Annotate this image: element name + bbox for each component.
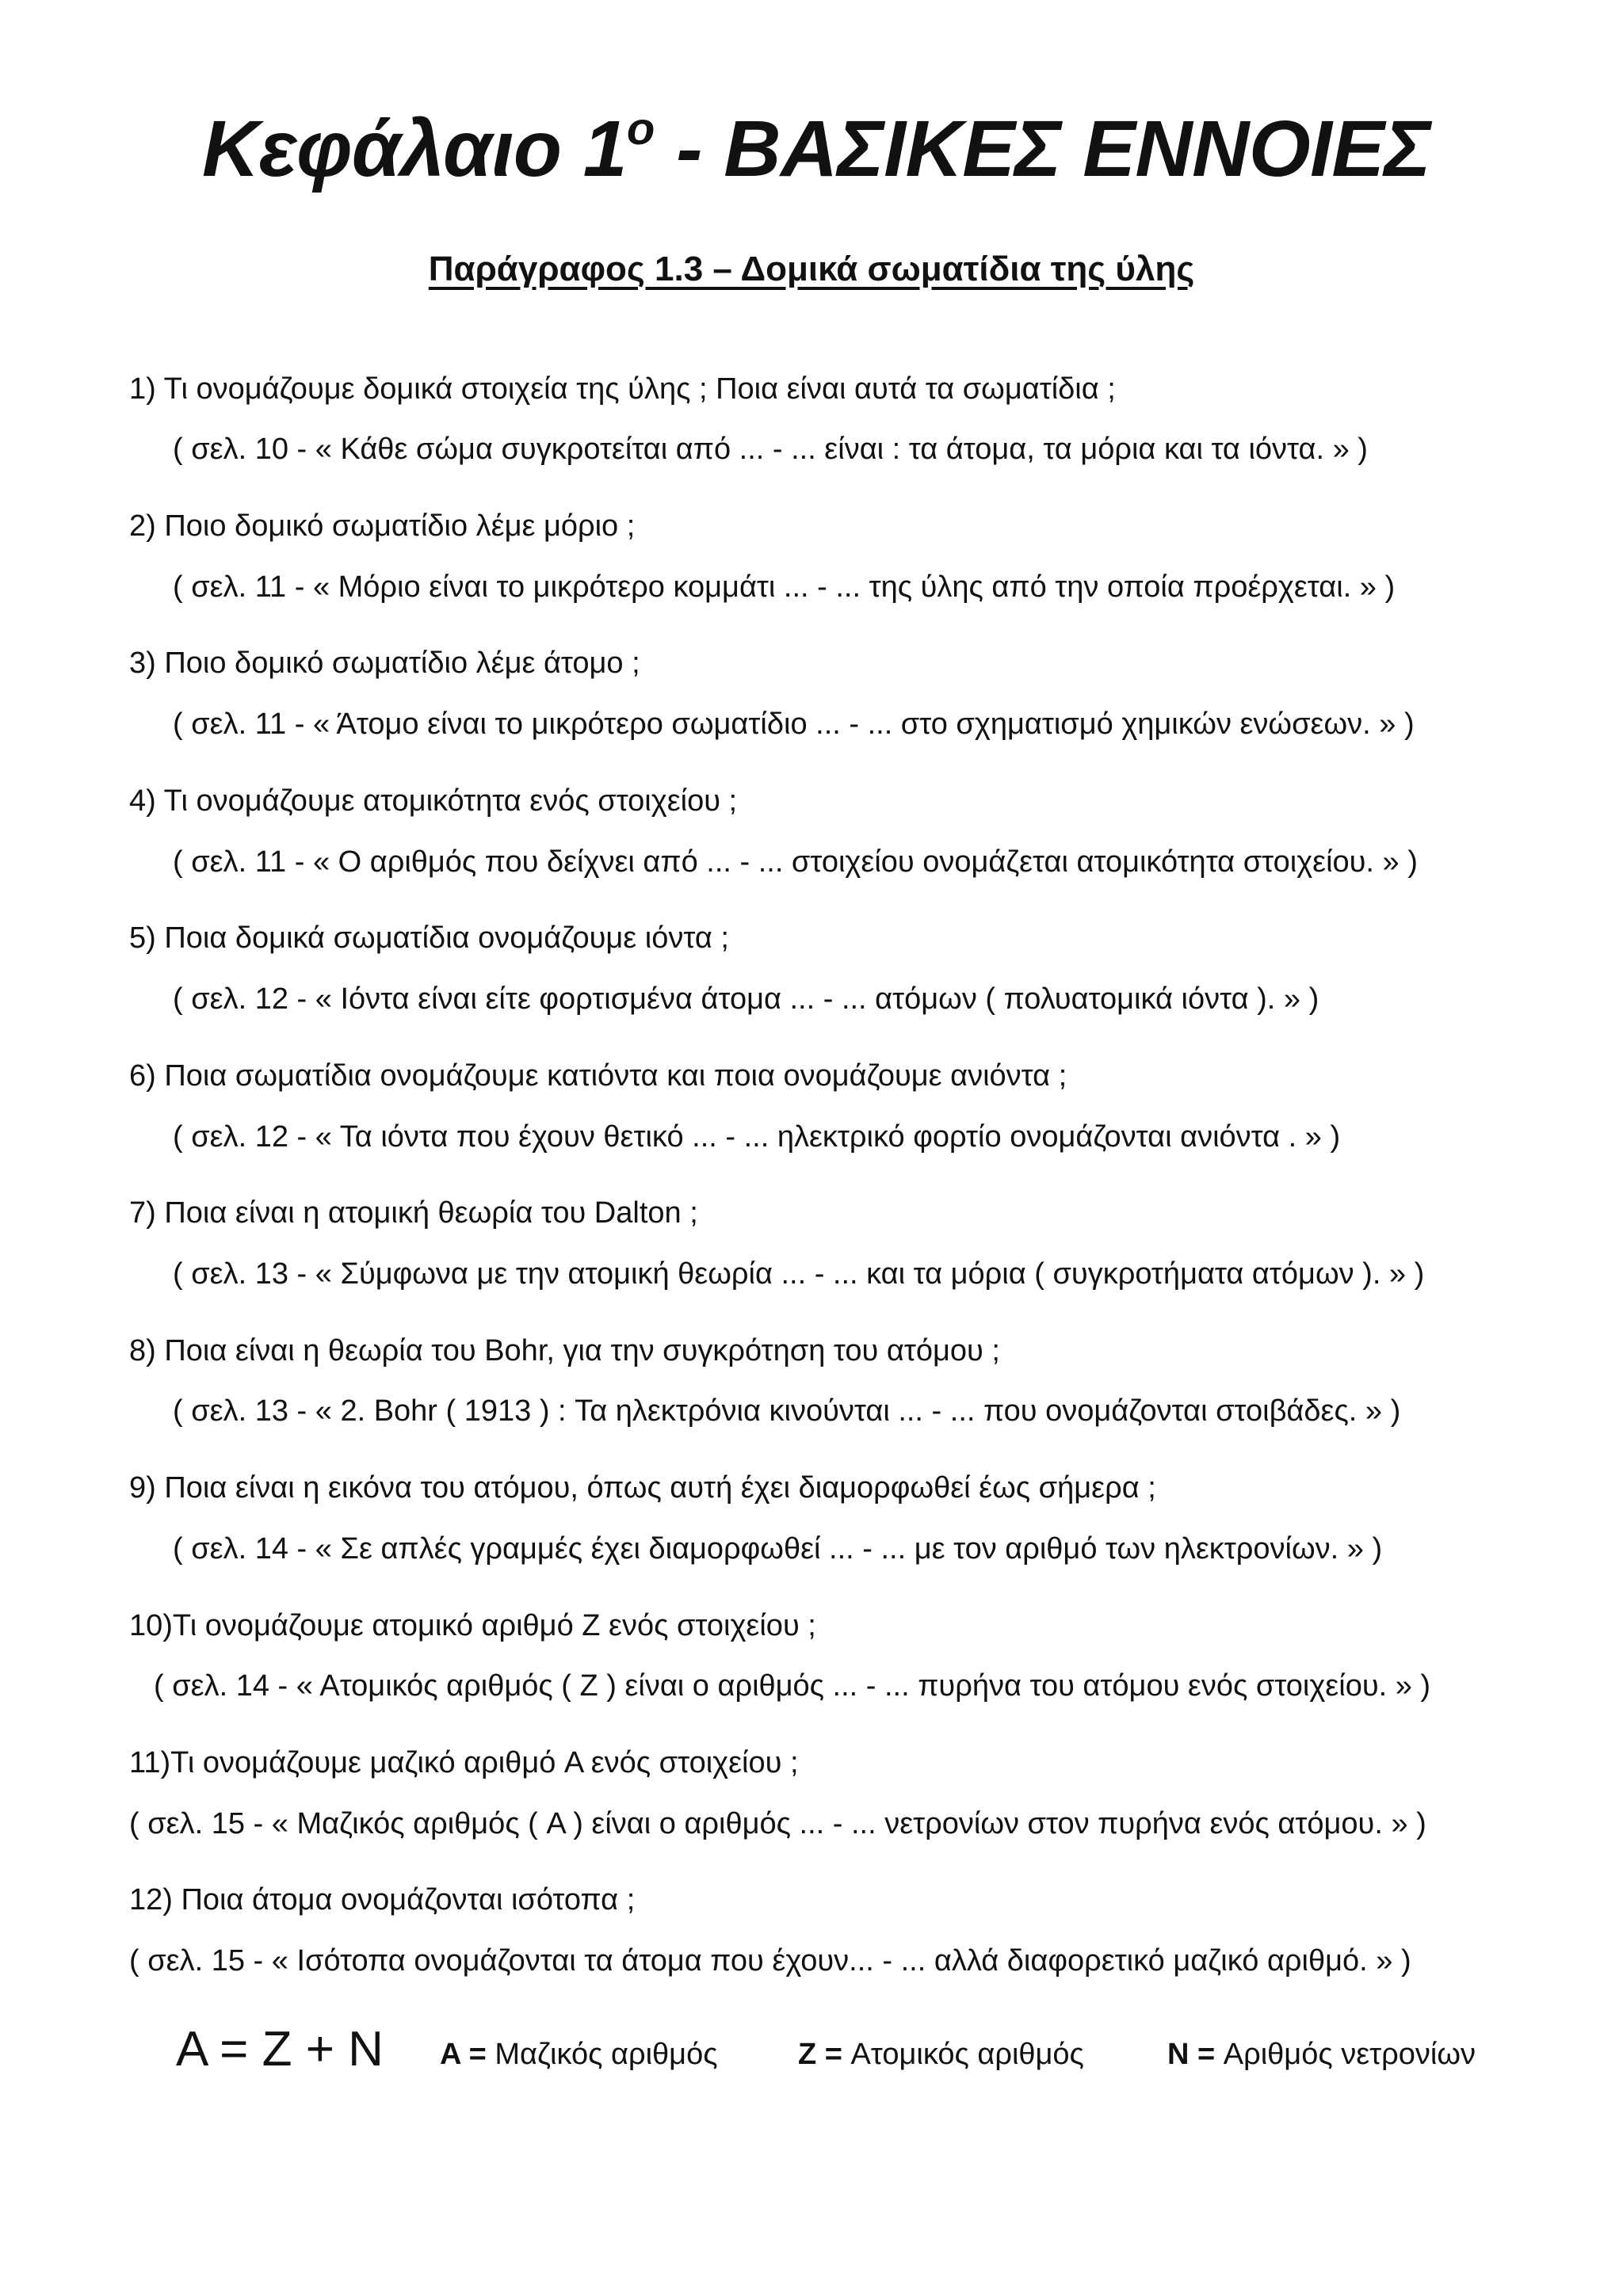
- legend-neutron-number: [1167, 2039, 1476, 2069]
- question-3: 3) Ποιο δομικό σωματίδιο λέμε άτομο ;: [129, 646, 640, 680]
- question-8: 8) Ποια είναι η θεωρία του Bohr, για την συγκρότηση του ατόμου ;: [129, 1334, 1000, 1367]
- legend-symbol: N =: [1167, 2038, 1216, 2071]
- legend-symbol: A =: [440, 2038, 487, 2071]
- question-9: 9) Ποια είναι η εικόνα του ατόμου, όπως αυτή έχει διαμορφωθεί έως σήμερα ;: [129, 1471, 1156, 1505]
- page-title: [202, 103, 1431, 193]
- legend-symbol: Z =: [798, 2038, 842, 2071]
- legend-meaning: Αριθμός νετρονίων: [1215, 2038, 1476, 2071]
- title-main: Κεφάλαιο 1: [202, 105, 627, 193]
- question-6: 6) Ποια σωματίδια ονομάζουμε κατιόντα και ποια ονομάζουμε ανιόντα ;: [129, 1059, 1067, 1093]
- question-10: 10)Τι ονομάζουμε ατομικό αριθμό Z ενός στοιχείου ;: [129, 1609, 816, 1642]
- title-superscript: ο: [626, 103, 655, 154]
- section-subtitle: Παράγραφος 1.3 – Δομικά σωματίδια της ύλης: [428, 250, 1195, 288]
- legend-meaning: Μαζικός αριθμός: [486, 2038, 718, 2071]
- question-2: 2) Ποιο δομικό σωματίδιο λέμε μόριο ;: [129, 509, 636, 543]
- question-1: 1) Τι ονομάζουμε δομικά στοιχεία της ύλης ; Ποια είναι αυτά τα σωματίδια ;: [129, 372, 1116, 406]
- reference-7: ( σελ. 13 - « Σύμφωνα με την ατομική θεωρία ... - ... και τα μόρια ( συγκροτήματα ατόμων ). » ): [173, 1257, 1425, 1291]
- reference-10: ( σελ. 14 - « Ατομικός αριθμός ( Z ) είναι ο αριθμός ... - ... πυρήνα του ατόμου ενός στοιχείου. » ): [154, 1669, 1431, 1703]
- reference-12: ( σελ. 15 - « Ισότοπα ονομάζονται τα άτομα που έχουν... - ... αλλά διαφορετικό μαζικό αριθμό. » ): [129, 1944, 1411, 1978]
- question-12: 12) Ποια άτομα ονομάζονται ισότοπα ;: [129, 1883, 636, 1917]
- reference-6: ( σελ. 12 - « Τα ιόντα που έχουν θετικό ... - ... ηλεκτρικό φορτίο ονομάζονται ανιόντα . » ): [173, 1120, 1341, 1154]
- reference-2: ( σελ. 11 - « Μόριο είναι το μικρότερο κομμάτι ... - ... της ύλης από την οποία προέρχεται. » ): [173, 570, 1396, 604]
- question-5: 5) Ποια δομικά σωματίδια ονομάζουμε ιόντα ;: [129, 921, 729, 955]
- legend-mass-number: [440, 2039, 718, 2069]
- reference-1: ( σελ. 10 - « Κάθε σώμα συγκροτείται από ... - ... είναι : τα άτομα, τα μόρια και τα ιόντα. » ): [173, 433, 1368, 466]
- legend-meaning: Ατομικός αριθμός: [842, 2038, 1084, 2071]
- reference-8: ( σελ. 13 - « 2. Bohr ( 1913 ) : Τα ηλεκτρόνια κινούνται ... - ... που ονομάζονται στοιβάδες. » ): [173, 1394, 1401, 1428]
- formula-equation: A = Z + N: [176, 2022, 384, 2077]
- title-rest: - ΒΑΣΙΚΕΣ ΕΝΝΟΙΕΣ: [654, 105, 1431, 193]
- reference-5: ( σελ. 12 - « Ιόντα είναι είτε φορτισμένα άτομα ... - ... ατόμων ( πολυατομικά ιόντα ). » ): [173, 982, 1319, 1016]
- question-11: 11)Τι ονομάζουμε μαζικό αριθμό A ενός στοιχείου ;: [129, 1746, 799, 1779]
- reference-11: ( σελ. 15 - « Μαζικός αριθμός ( A ) είναι ο αριθμός ... - ... νετρονίων στον πυρήνα ενός ατόμου. » ): [129, 1807, 1426, 1840]
- reference-9: ( σελ. 14 - « Σε απλές γραμμές έχει διαμορφωθεί ... - ... με τον αριθμό των ηλεκτρονίων. » ): [173, 1532, 1383, 1566]
- question-7: 7) Ποια είναι η ατομική θεωρία του Dalton ;: [129, 1196, 698, 1230]
- reference-3: ( σελ. 11 - « Άτομο είναι το μικρότερο σωματίδιο ... - ... στο σχηματισμό χημικών ενώσεων. » ): [173, 707, 1415, 741]
- legend-atomic-number: [798, 2039, 1084, 2069]
- question-4: 4) Τι ονομάζουμε ατομικότητα ενός στοιχείου ;: [129, 784, 738, 818]
- reference-4: ( σελ. 11 - « Ο αριθμός που δείχνει από ... - ... στοιχείου ονομάζεται ατομικότητα στοιχείου. » ): [173, 845, 1418, 879]
